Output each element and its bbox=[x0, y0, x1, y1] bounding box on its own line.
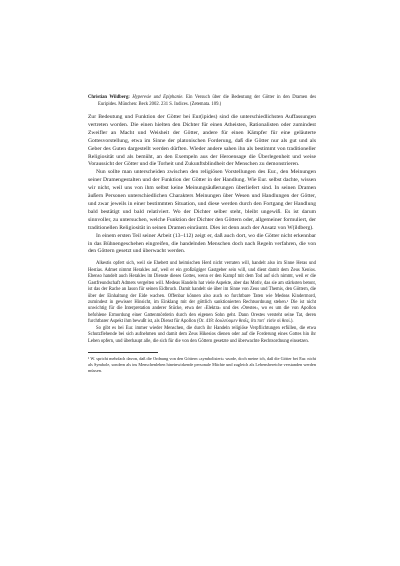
small-paragraph: Alkestis opfert sich, weil sie Ehebett und heimischen Herd nicht verraten will, handelt also im Sinne Heras und Hestias. Admet nimmt Herakles auf, weil er ein großzügiger Gastgeber sein will, und dient damit dem Zeus Xenios. Ebenso handelt auch Herakles im Dienste dieses Gottes, wenn er den Kampf mit dem Tod auf sich nimmt, weil er die Gastfreundschaft Admets vergelten will. Medeas Handeln hat viele Aspekte, aber das Motiv, das sie am stärksten betont, ist das der Rache an Iason für seinen Eidbruch. Damit handelt sie über im Sinne von Zeus und Themis, den Göttern, die über der Einhaltung der Eide wachen. Offenbar können also auch so furchtbare Taten wie Medeas Kindermord, zumindest in gewisser Hinsicht, im Einklang mit der göttlich sanktionierten Rechtsordnung stehen.¹ Die ist nicht unwichtig für die Interpretation anderer Stücke, etwa der ›Elektra‹ und des ›Orestes‹, wo es um die von Apollon befohlene Ermordung einer Gattenmörderin durch den eigenen Sohn geht. Dann Orestes versteht seine Tat, deren furchtbarer Aspekt ihm bewußt ist, als Dienst für Apollon (Or. 418: δουλεύομεν θεοῖς, ὅτι ποτ᾽ εἰσὶν οἱ θεοί.). bbox=[88, 261, 316, 325]
small-paragraph: So gibt es bei Eur. immer wieder Menschen, die durch ihr Handeln religiöse Verpflichtungen erfüllen, die etwa Schutzflehende bei sich aufnehmen und damit dem Zeus Hikesios dienen oder auf die Forderung eines Gottes hin ihr Leben opfern, und überhaupt alle, die sich für die von den Göttern gesetzte und überwachte Rechtsordnung einsetzen. bbox=[88, 325, 316, 344]
review-author: Christian Wildberg: bbox=[88, 95, 130, 100]
review-page bbox=[88, 95, 316, 373]
review-header bbox=[88, 95, 316, 108]
review-book-title: Hyperesie und Epiphanie. bbox=[132, 95, 184, 100]
review-body bbox=[88, 114, 316, 256]
body-paragraph: In einem ersten Teil seiner Arbeit (13–112) zeigt er, daß auch dort, wo die Götter nicht erkennbar in das Bühnengeschehen eingreifen, die handelnden Menschen doch nach Regeln verfahren, die von den Göttern gesetzt und überwacht werden. bbox=[88, 232, 316, 255]
review-bibliographic-details: Ein Versuch über die Bedeutung der Götter in den Dramen des Euripides. München: Beck 2002. 231 S. Indices. (Zetemata. 109.) bbox=[98, 95, 317, 107]
body-paragraph: Nun sollte man unterscheiden zwischen den religiösen Vorstellungen des Eur., den Meinungen seiner Dramengestalten und der Funktion der Götter in der Handlung. Wie Eur. selbst dachte, wissen wir nicht, weil uns von ihm selbst keine Meinungsäußerungen überliefert sind. In seinen Dramen äußern Personen unterschiedlichen Charakters Meinungen über Wesen und Handlungen der Götter, und zwar jeweils in einer bestimmten Situation, und diese werden durch den Fortgang der Handlung bald bestätigt und bald relativiert. Wo der Dichter selber steht, bleibt ungewiß. Es ist darum sinnvoller, zu untersuchen, welche Funktion der Dichter den Göttern oder, allgemeiner formuliert, der traditionellen Religiosität in seinen Dramen einräumt. Dies ist denn auch der Ansatz von W(ildberg). bbox=[88, 169, 316, 231]
footnote-divider bbox=[88, 352, 158, 353]
footnote: ¹ W. spricht mehrfach davon, daß die Ordnung von den Göttern »symbolisiert« wurde, doch meine ich, daß die Götter bei Eur. nicht als Symbole, sondern als ins Menschenleben hineinwirkende personale Mächte und zugleich als Lebensbereiche verstanden werden müssen. bbox=[88, 356, 316, 373]
body-paragraph: Zur Bedeutung und Funktion der Götter bei Eur(ipides) sind die unterschiedlichsten Auffassungen vertreten worden. Die einen hielten den Dichter für einen Atheisten, Rationalisten oder zumindest Zweifler an Macht und Weisheit der Götter, andere für einen Kämpfer für eine geläuterte Gottesvorstellung, etwa im Sinne der platonischen Forderung, daß die Götter nur als gut und als Geber des Guten dargestellt werden dürften. Wieder andere sahen ihn als bestimmt von traditioneller Religiosität und als bemüht, an den Exempeln aus der Heroensage die Überlegenheit und weise Voraussicht der Götter und die Torheit und Zukunftsblindheit der Menschen zu demonstrieren. bbox=[88, 114, 316, 168]
review-small-print bbox=[88, 261, 316, 345]
